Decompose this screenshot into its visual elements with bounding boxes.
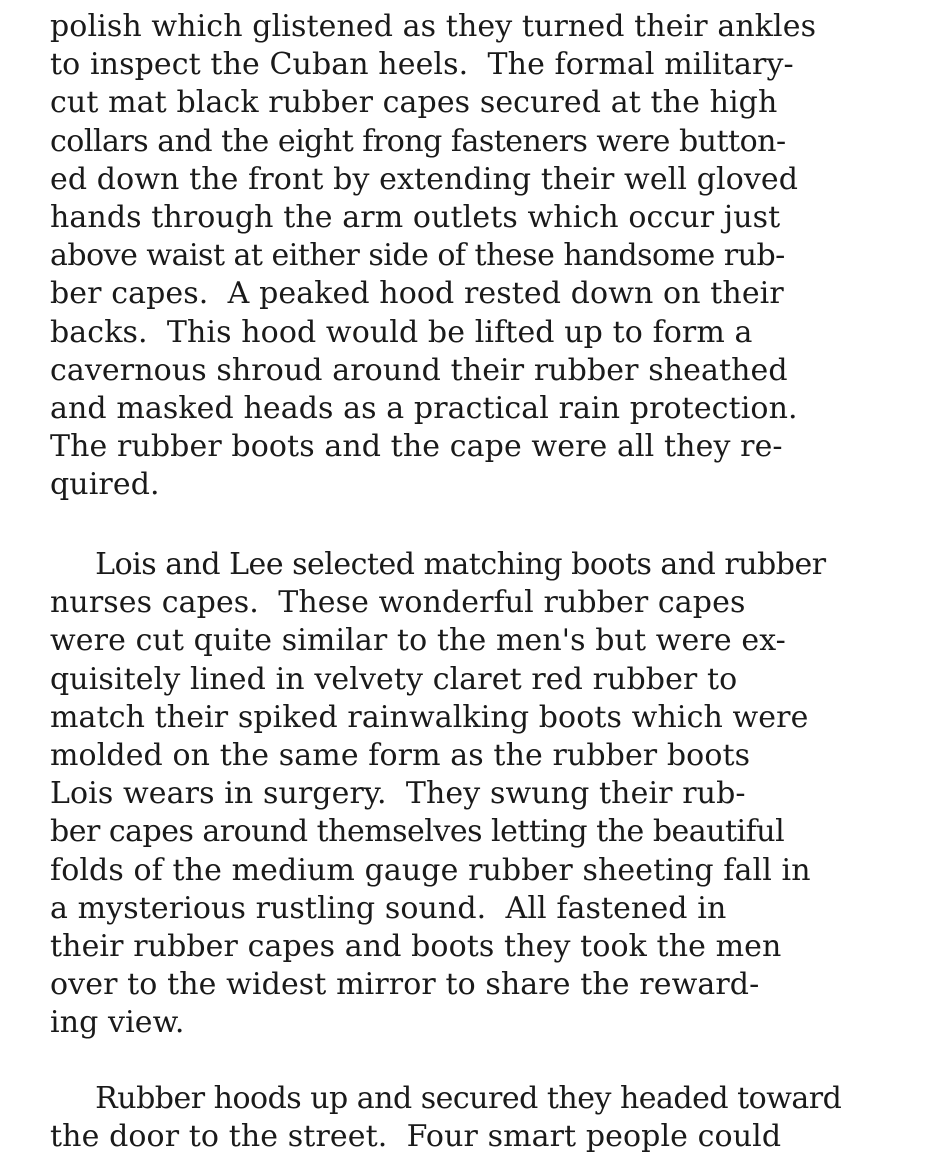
text-line: hands through the arm outlets which occur just [50, 199, 781, 235]
text-line: quired. [50, 467, 160, 503]
text-line: molded on the same form as the rubber boots [50, 737, 751, 773]
text-line: The rubber boots and the cape were all they re- [50, 429, 783, 465]
text-line: above waist at either side of these handsome rub- [50, 238, 785, 274]
text-line: Lois wears in surgery. They swung their rub- [50, 776, 746, 812]
text-line: cut mat black rubber capes secured at the high [50, 85, 778, 121]
text-line: and masked heads as a practical rain protection. [50, 390, 798, 426]
text-line: to inspect the Cuban heels. The formal military- [50, 47, 794, 83]
text-line: collars and the eight frong fasteners were button- [50, 123, 786, 159]
text-line: ed down the front by extending their well gloved [50, 161, 799, 197]
text-line: the door to the street. Four smart people could [50, 1119, 782, 1155]
text-line: nurses capes. These wonderful rubber capes [50, 585, 746, 621]
text-line: polish which glistened as they turned their ankles [50, 9, 817, 44]
text-line: were cut quite similar to the men's but were ex- [50, 623, 786, 659]
text-line: ing view. [50, 1005, 185, 1041]
text-line: match their spiked rainwalking boots which were [50, 699, 809, 735]
text-line: backs. This hood would be lifted up to form a [50, 314, 753, 350]
text-line: a mysterious rustling sound. All fastened in [50, 890, 727, 926]
text-line: their rubber capes and boots they took the men [50, 928, 782, 964]
text-line: over to the widest mirror to share the reward- [50, 967, 760, 1003]
text-line: folds of the medium gauge rubber sheeting fall in [50, 852, 811, 888]
text-line: ber capes. A peaked hood rested down on their [50, 276, 784, 312]
paragraph-1 [50, 8, 900, 504]
text-line: quisitely lined in velvety claret red rubber to [50, 661, 738, 697]
paragraph-2 [50, 546, 900, 1042]
text-line: Lois and Lee selected matching boots and rubber [50, 547, 826, 582]
text-line: ber capes around themselves letting the beautiful [50, 814, 785, 850]
paragraph-3 [50, 1080, 900, 1156]
text-line: Rubber hoods up and secured they headed toward [50, 1081, 842, 1116]
text-line: cavernous shroud around their rubber sheathed [50, 352, 788, 388]
